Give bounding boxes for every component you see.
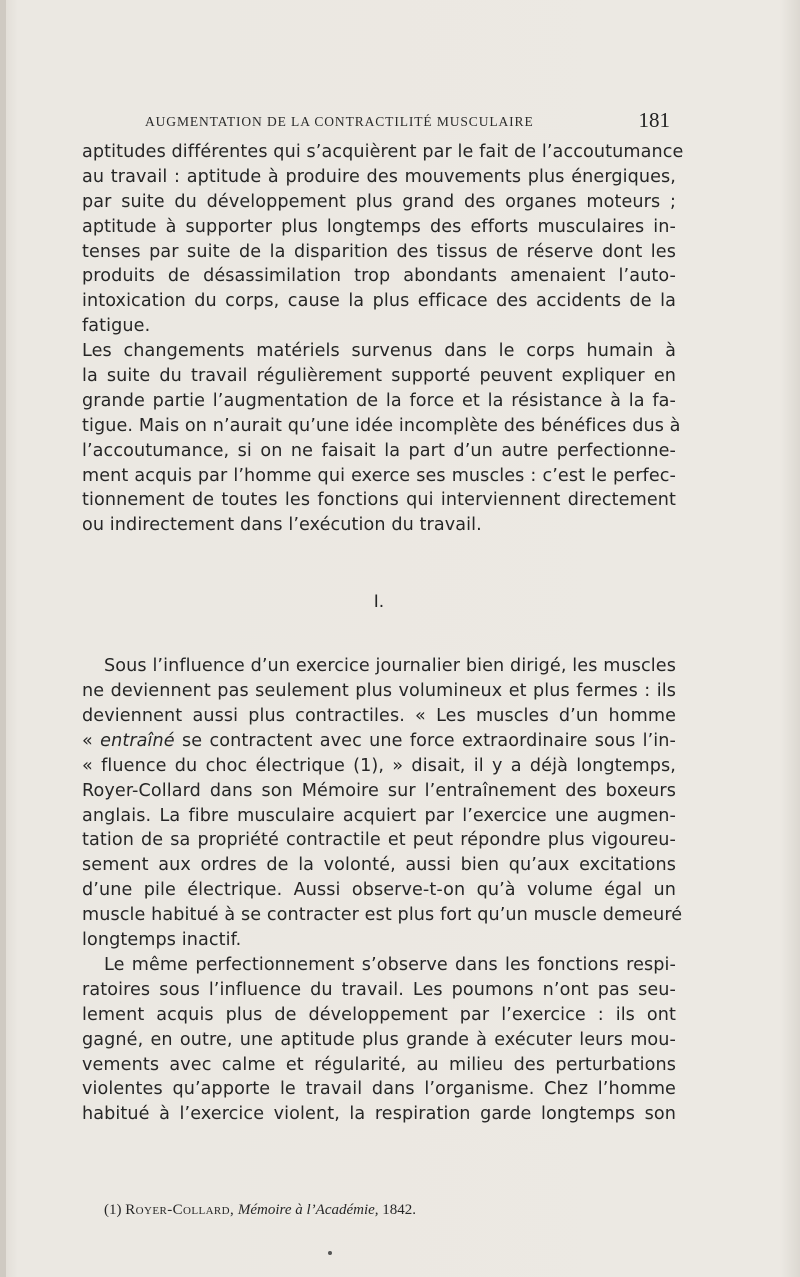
paragraph-2 [82, 339, 681, 538]
text-line: aptitudes différentes qui s’acquièrent par le fait de l’accoutumance [82, 142, 684, 162]
text-line: anglais. La fibre musculaire acquiert par l’exercice une augmen- [82, 805, 676, 826]
text-line: muscle habitué à se contracter est plus fort qu’un muscle demeuré [82, 905, 683, 926]
text-line: violentes qu’apporte le travail dans l’organisme. Chez l’homme [82, 1079, 676, 1100]
text-line-with-italic [82, 729, 676, 754]
text-line: gagné, en outre, une aptitude plus grande à exécuter leurs mou- [82, 1029, 676, 1050]
text-line: grande partie l’augmentation de la force et la résistance à la fa- [82, 390, 676, 411]
text-line: habitué à l’exercice violent, la respiration garde longtemps son [82, 1104, 676, 1125]
line-text: se contractent avec une force extraordinaire sous l’in- [174, 730, 676, 751]
text-line: « fluence du choc électrique (1), » disait, il y a déjà longtemps, [82, 755, 676, 776]
text-line: Les changements matériels survenus dans le corps humain à [82, 341, 676, 362]
footnote-year: 1842. [382, 1202, 417, 1218]
text-line: intoxication du corps, cause la plus efficace des accidents de la [82, 291, 676, 312]
text-line: produits de désassimilation trop abondants amenaient l’auto- [82, 266, 676, 287]
text-line: la suite du travail régulièrement supporté peuvent expliquer en [82, 366, 676, 387]
text-line: au travail : aptitude à produire des mouvements plus énergiques, [82, 166, 676, 187]
footnote [104, 1202, 416, 1219]
text-line: fatigue. [82, 316, 151, 337]
text-line: d’une pile électrique. Aussi observe-t-on qu’à volume égal un [82, 880, 676, 901]
text-line: ratoires sous l’influence du travail. Les poumons n’ont pas seu- [82, 979, 676, 1000]
text-line: ou indirectement dans l’exécution du travail. [82, 515, 482, 536]
italic-word: entraîné [100, 730, 175, 751]
text-line: Sous l’influence d’un exercice journalier bien dirigé, les muscles [104, 656, 676, 677]
text-line: vements avec calme et régularité, au milieu des perturbations [82, 1054, 676, 1075]
section-heading: I. [373, 592, 385, 613]
footnote-author: Royer-Collard, [125, 1202, 235, 1218]
paragraph-1 [82, 140, 684, 339]
text-line: tenses par suite de la disparition des tissus de réserve dont les [82, 241, 676, 262]
paragraph-3 [82, 654, 683, 953]
paragraph-4 [82, 953, 676, 1127]
footnote-marker: (1) [104, 1202, 122, 1218]
text-line: sement aux ordres de la volonté, aussi bien qu’aux excitations [82, 855, 676, 876]
text-line: Le même perfectionnement s’observe dans les fonctions respi- [104, 954, 676, 975]
text-line: tation de sa propriété contractile et peut répondre plus vigoureu- [82, 830, 676, 851]
text-line: lement acquis plus de développement par l’exercice : ils ont [82, 1004, 676, 1025]
body-text [82, 140, 684, 1127]
text-line: tigue. Mais on n’aurait qu’une idée incomplète des bénéfices dus à [82, 415, 681, 436]
text-line: ne deviennent pas seulement plus volumineux et plus fermes : ils [82, 681, 676, 702]
text-line: par suite du développement plus grand des organes moteurs ; [82, 191, 676, 212]
text-line: l’accoutumance, si on ne faisait la part d’un autre perfectionne- [82, 440, 676, 461]
text-line: ment acquis par l’homme qui exerce ses muscles : c’est le perfec- [82, 465, 676, 486]
running-header [145, 106, 670, 134]
page-number: 181 [638, 108, 670, 132]
page-edge [0, 0, 6, 1277]
text-line: Royer-Collard dans son Mémoire sur l’entraînement des boxeurs [82, 780, 676, 801]
text-line: deviennent aussi plus contractiles. « Les muscles d’un homme [82, 706, 676, 727]
print-speck [328, 1251, 332, 1255]
text-line: longtemps inactif. [82, 930, 242, 951]
text-line: tionnement de toutes les fonctions qui interviennent directement [82, 490, 676, 511]
footnote-work: Mémoire à l’Académie, [237, 1202, 379, 1218]
quote-mark: « [82, 730, 101, 751]
running-title: AUGMENTATION DE LA CONTRACTILITÉ MUSCULAIRE [145, 114, 534, 129]
text-line: aptitude à supporter plus longtemps des efforts musculaires in- [82, 216, 676, 237]
